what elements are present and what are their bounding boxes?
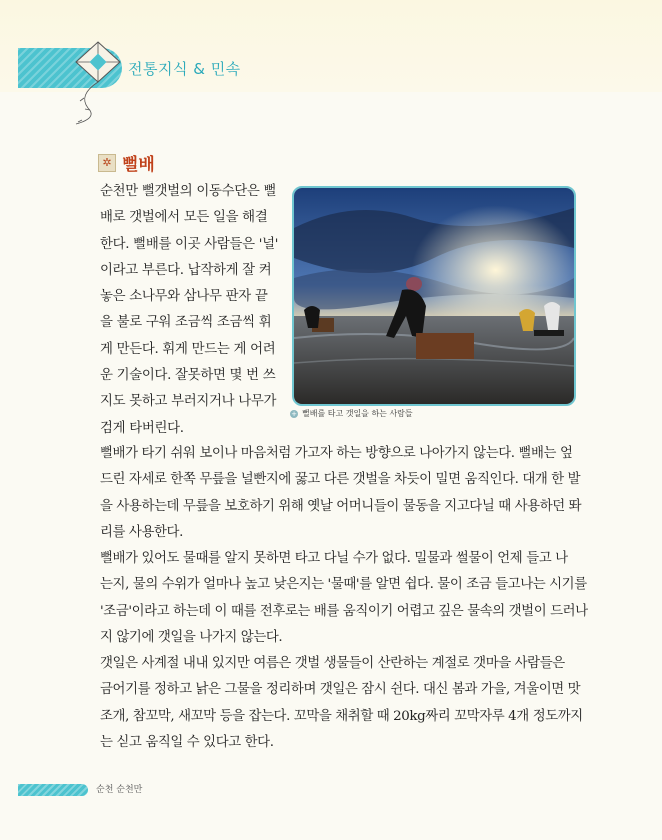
paragraph-2 (100, 546, 588, 651)
text-line: 이라고 부른다. 납작하게 잘 켜 (100, 262, 272, 278)
caption-text: 뻘배를 타고 갯일을 하는 사람들 (302, 409, 413, 418)
tidal-flat-photo (292, 186, 576, 406)
footer-text: 순천 순천만 (96, 785, 143, 795)
text-line: 는 싣고 움직일 수 있다고 한다. (100, 734, 274, 750)
text-line: 을 불로 구워 조금씩 조금씩 휘 (100, 315, 272, 331)
section-title: 전통지식 & 민속 (128, 60, 241, 78)
caption-bullet-icon: + (291, 409, 297, 418)
text-line: 검게 타버린다. (100, 420, 184, 436)
paragraph-3 (100, 651, 584, 756)
photo-caption (290, 408, 413, 419)
text-line: 리를 사용한다. (100, 524, 183, 540)
text-line: 지 않기에 갯일을 나가지 않는다. (100, 629, 283, 645)
paragraph-1 (100, 441, 584, 546)
footer-bar (18, 784, 88, 796)
text-line: 지도 못하고 부러지거나 나무가 (100, 394, 277, 410)
text-line: 놓은 소나무와 삼나무 판자 끝 (100, 289, 268, 305)
intro-paragraph (100, 179, 282, 442)
article-heading (98, 150, 155, 175)
text-line: 배로 갯벌에서 모든 일을 해결 (100, 210, 268, 226)
text-line: 을 사용하는데 무릎을 보호하기 위해 옛날 어머니들이 물동을 지고다닐 때 사용하던 똬 (100, 498, 582, 514)
text-line: 조개, 참꼬막, 새꼬막 등을 잡는다. 꼬막을 채취할 때 20kg짜리 꼬막자루 4개 정도까지 (100, 708, 583, 724)
text-line: 뻘배가 타기 쉬워 보이나 마음처럼 가고자 하는 방향으로 나아가지 않는다. 뻘배는 엎 (100, 446, 573, 461)
text-line: 금어기를 정하고 낡은 그물을 정리하며 갯일은 잠시 쉰다. 대신 봄과 가을, 겨울이면 맛 (100, 682, 581, 698)
text-line: 뻘배가 있어도 물때를 알지 못하면 타고 다닐 수가 없다. 밀물과 썰물이 언제 들고 나 (100, 551, 568, 566)
text-line: 드린 자세로 한쪽 무릎을 널빤지에 꿇고 다른 갯벌을 차듯이 밀면 움직인다. 대개 한 발 (100, 472, 581, 488)
text-line: 한다. 뻘배를 이곳 사람들은 '널' (100, 236, 279, 252)
heading-text: 뻘배 (122, 155, 155, 175)
text-line: 순천만 뻘갯벌의 이동수단은 뻘 (100, 184, 277, 199)
text-line: 는지, 물의 수위가 얼마나 높고 낮은지는 '물때'를 알면 쉽다. 물이 조금 들고나는 시기를 (100, 577, 587, 593)
text-line: 갯일은 사계절 내내 있지만 여름은 갯벌 생물들이 산란하는 계절로 갯마을 사람들은 (100, 656, 565, 671)
text-line: 게 만든다. 휘게 만드는 게 어려 (100, 341, 276, 357)
text-line: 운 기술이다. 잘못하면 몇 번 쓰 (100, 368, 276, 384)
text-line: '조금'이라고 하는데 이 때를 전후로는 배를 움직이기 어렵고 깊은 물속의 갯벌이 드러나 (100, 603, 588, 619)
kite-icon (68, 40, 128, 130)
sun-ornament-icon: ✲ (98, 154, 116, 172)
